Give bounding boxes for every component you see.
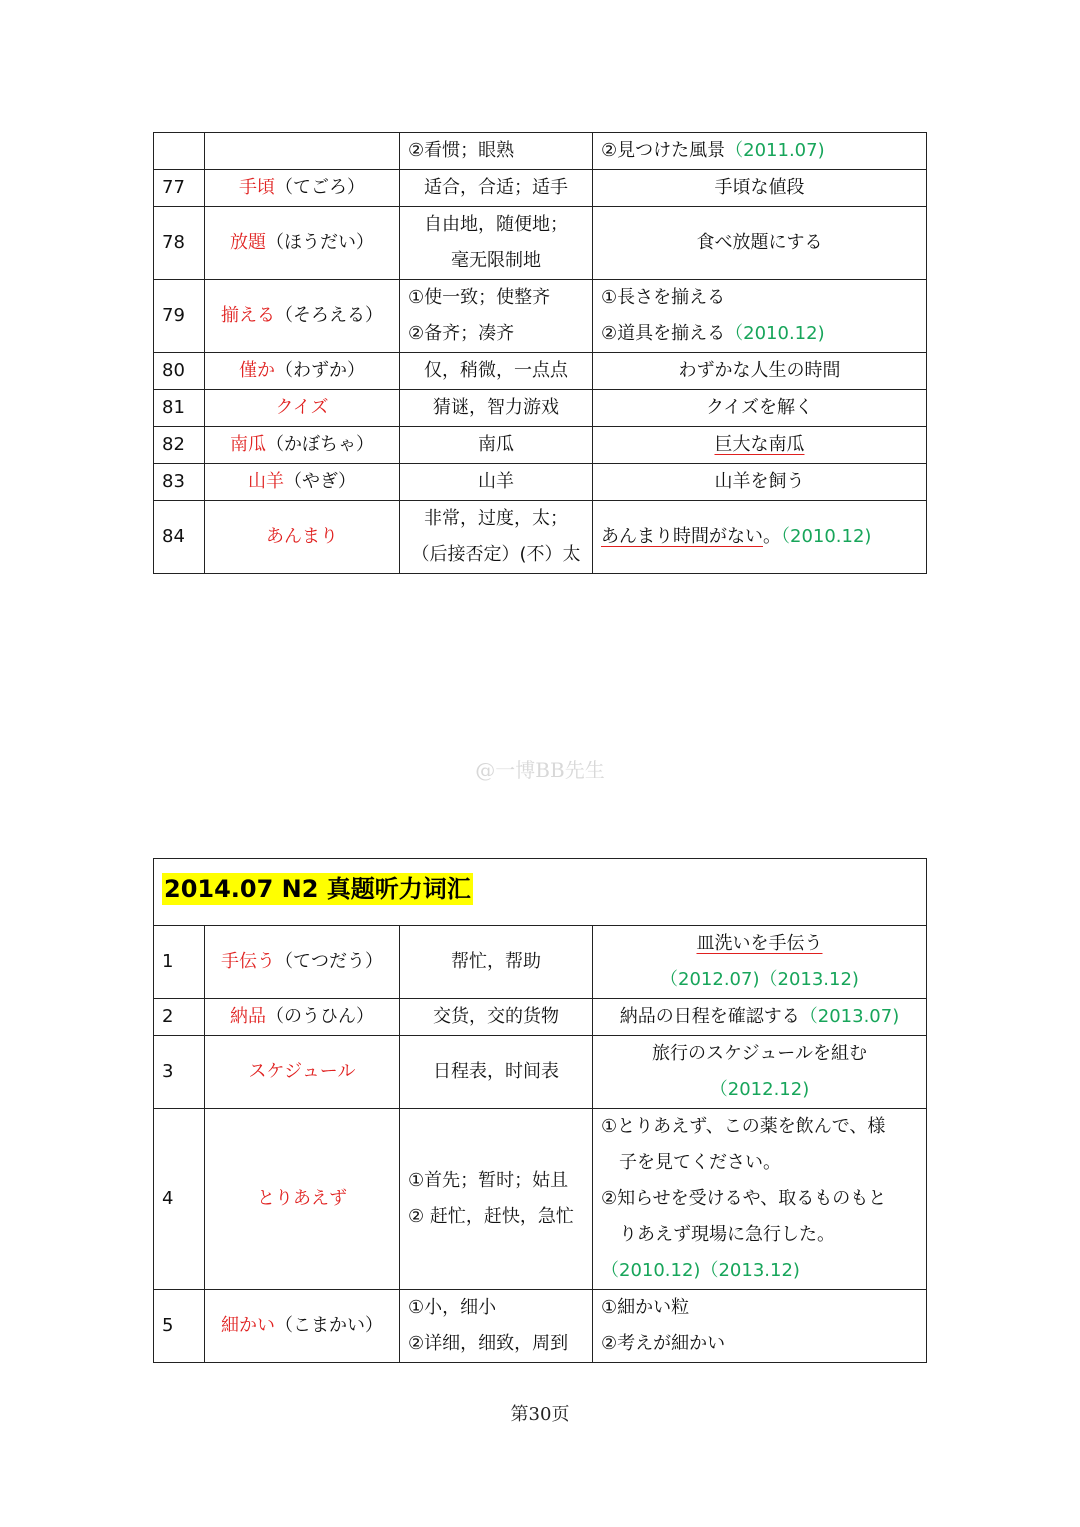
meaning-cell: 交货，交的货物	[400, 999, 593, 1036]
meaning-cell: 帮忙，帮助	[400, 926, 593, 999]
table-row	[154, 427, 927, 464]
meaning-cell	[400, 280, 593, 353]
meaning-cell: 仅，稍微，一点点	[400, 353, 593, 390]
word-kanji: 納品	[230, 1006, 266, 1027]
row-number: 78	[154, 207, 205, 280]
word-kanji: 揃える	[221, 305, 275, 326]
example-line: ①とりあえず、この薬を飲んで、様	[601, 1116, 886, 1137]
word-kanji: とりあえず	[257, 1188, 347, 1209]
meaning-line: 毫无限制地	[451, 250, 541, 271]
example-cell	[593, 133, 927, 170]
exam-year: （2013.12)	[700, 1260, 800, 1281]
example-line: ①細かい粒	[601, 1297, 690, 1318]
meaning-cell	[400, 1290, 593, 1363]
row-number: 84	[154, 501, 205, 574]
table-row	[154, 926, 927, 999]
example-cell	[593, 926, 927, 999]
word-kanji: 山羊	[248, 471, 284, 492]
row-number: 81	[154, 390, 205, 427]
meaning-line: ②详细，细致，周到	[408, 1333, 569, 1354]
word-reading: （そろえる）	[275, 305, 383, 326]
example-cell	[593, 1036, 927, 1109]
word-reading: （やぎ）	[284, 471, 356, 492]
exam-year: （2011.07)	[725, 140, 825, 161]
example-cell	[593, 501, 927, 574]
word-kanji: 手伝う	[221, 951, 275, 972]
word-cell	[205, 926, 400, 999]
meaning-cell: 猜谜，智力游戏	[400, 390, 593, 427]
word-cell	[205, 280, 400, 353]
table-row	[154, 207, 927, 280]
row-number: 83	[154, 464, 205, 501]
meaning-line: ②备齐；凑齐	[408, 323, 515, 344]
row-number: 79	[154, 280, 205, 353]
table-row	[154, 133, 927, 170]
example-text: ②見つけた風景	[601, 140, 726, 161]
table-row	[154, 1036, 927, 1109]
example-line: りあえず現場に急行した。	[619, 1224, 835, 1245]
meaning-line: 非常，过度，太；	[424, 508, 568, 529]
meaning-line: ② 赶忙，赶快，急忙	[408, 1206, 574, 1227]
table-row	[154, 1109, 927, 1290]
row-number	[154, 133, 205, 170]
example-text: 旅行のスケジュールを組む	[652, 1043, 867, 1064]
example-cell: 食べ放題にする	[593, 207, 927, 280]
page-number: 第30页	[510, 1404, 570, 1425]
word-cell	[205, 501, 400, 574]
example-line: ②知らせを受けるや、取るものもと	[601, 1188, 887, 1209]
vocab-table-1	[153, 132, 927, 574]
meaning-line: ①小，细小	[408, 1297, 497, 1318]
meaning-line: ①使一致；使整齐	[408, 287, 551, 308]
meaning-line: ①首先；暂时；姑且	[408, 1170, 569, 1191]
table-title-row	[154, 859, 927, 926]
word-reading: （てごろ）	[275, 177, 365, 198]
row-number: 80	[154, 353, 205, 390]
meaning-cell	[400, 501, 593, 574]
table-row	[154, 464, 927, 501]
word-reading: （わずか）	[275, 360, 365, 381]
example-line	[601, 316, 918, 352]
word-cell	[205, 1290, 400, 1363]
example-text: 巨大な南瓜	[714, 434, 805, 455]
row-number: 82	[154, 427, 205, 464]
word-reading: （かぼちゃ）	[266, 434, 374, 455]
example-punct: 。	[763, 526, 781, 547]
row-number: 3	[154, 1036, 205, 1109]
meaning-cell	[400, 1109, 593, 1290]
word-cell	[205, 464, 400, 501]
example-text: ②道具を揃える	[601, 323, 726, 344]
exam-year: （2012.07)	[660, 969, 760, 990]
example-cell	[593, 999, 927, 1036]
word-reading: （こまかい）	[275, 1315, 383, 1336]
example-line: 子を見てください。	[619, 1152, 781, 1173]
exam-year: （2010.12)	[601, 1260, 701, 1281]
row-number: 4	[154, 1109, 205, 1290]
table-title: 2014.07 N2 真题听力词汇	[164, 875, 471, 903]
word-kanji: クイズ	[275, 397, 329, 418]
word-cell	[205, 427, 400, 464]
meaning-cell: 日程表，时间表	[400, 1036, 593, 1109]
word-kanji: 手頃	[239, 177, 275, 198]
row-number: 1	[154, 926, 205, 999]
word-cell	[205, 353, 400, 390]
word-kanji: あんまり	[266, 526, 338, 547]
vocab-table-2	[153, 858, 927, 1363]
meaning-text: ②看惯；眼熟	[408, 140, 515, 161]
word-kanji: スケジュール	[248, 1061, 356, 1082]
word-cell	[205, 1109, 400, 1290]
word-cell	[205, 133, 400, 170]
word-kanji: 細かい	[221, 1315, 275, 1336]
exam-year: （2012.12)	[709, 1079, 810, 1100]
word-kanji: 放題	[230, 232, 266, 253]
meaning-cell: 适合，合适；适手	[400, 170, 593, 207]
exam-year: （2013.12)	[759, 969, 859, 990]
example-text: あんまり時間がない	[601, 526, 763, 547]
meaning-cell: 山羊	[400, 464, 593, 501]
word-reading: （ほうだい）	[266, 232, 374, 253]
example-cell	[593, 280, 927, 353]
word-reading: （のうひん）	[266, 1006, 374, 1027]
table-row	[154, 170, 927, 207]
example-text: 皿洗いを手伝う	[696, 933, 823, 954]
table-row	[154, 501, 927, 574]
exam-year: （2010.12)	[725, 323, 825, 344]
example-cell	[593, 1290, 927, 1363]
meaning-cell	[400, 133, 593, 170]
row-number: 77	[154, 170, 205, 207]
example-line: ①長さを揃える	[601, 287, 726, 308]
row-number: 5	[154, 1290, 205, 1363]
table-row	[154, 353, 927, 390]
word-kanji: 僅か	[239, 360, 275, 381]
table-row	[154, 999, 927, 1036]
watermark: @一博BB先生	[475, 758, 605, 782]
word-reading: （てつだう）	[275, 951, 383, 972]
word-cell	[205, 390, 400, 427]
table-title-cell	[154, 859, 927, 926]
example-cell	[593, 1109, 927, 1290]
example-cell	[593, 427, 927, 464]
table-row	[154, 390, 927, 427]
example-cell: わずかな人生の時間	[593, 353, 927, 390]
row-number: 2	[154, 999, 205, 1036]
example-text: 納品の日程を確認する	[619, 1006, 800, 1027]
example-cell: 山羊を飼う	[593, 464, 927, 501]
word-kanji: 南瓜	[230, 434, 266, 455]
example-cell: 手頃な値段	[593, 170, 927, 207]
exam-year: （2013.07)	[799, 1006, 900, 1027]
example-cell: クイズを解く	[593, 390, 927, 427]
word-cell	[205, 207, 400, 280]
exam-year: （2010.12)	[781, 526, 872, 547]
meaning-line: （后接否定）(不）太	[411, 544, 581, 565]
word-cell	[205, 999, 400, 1036]
example-line: ②考えが細かい	[601, 1333, 726, 1354]
table-row	[154, 1290, 927, 1363]
meaning-line: 自由地，随便地；	[424, 214, 568, 235]
word-cell	[205, 1036, 400, 1109]
word-cell	[205, 170, 400, 207]
meaning-cell	[400, 207, 593, 280]
table-row	[154, 280, 927, 353]
meaning-cell: 南瓜	[400, 427, 593, 464]
